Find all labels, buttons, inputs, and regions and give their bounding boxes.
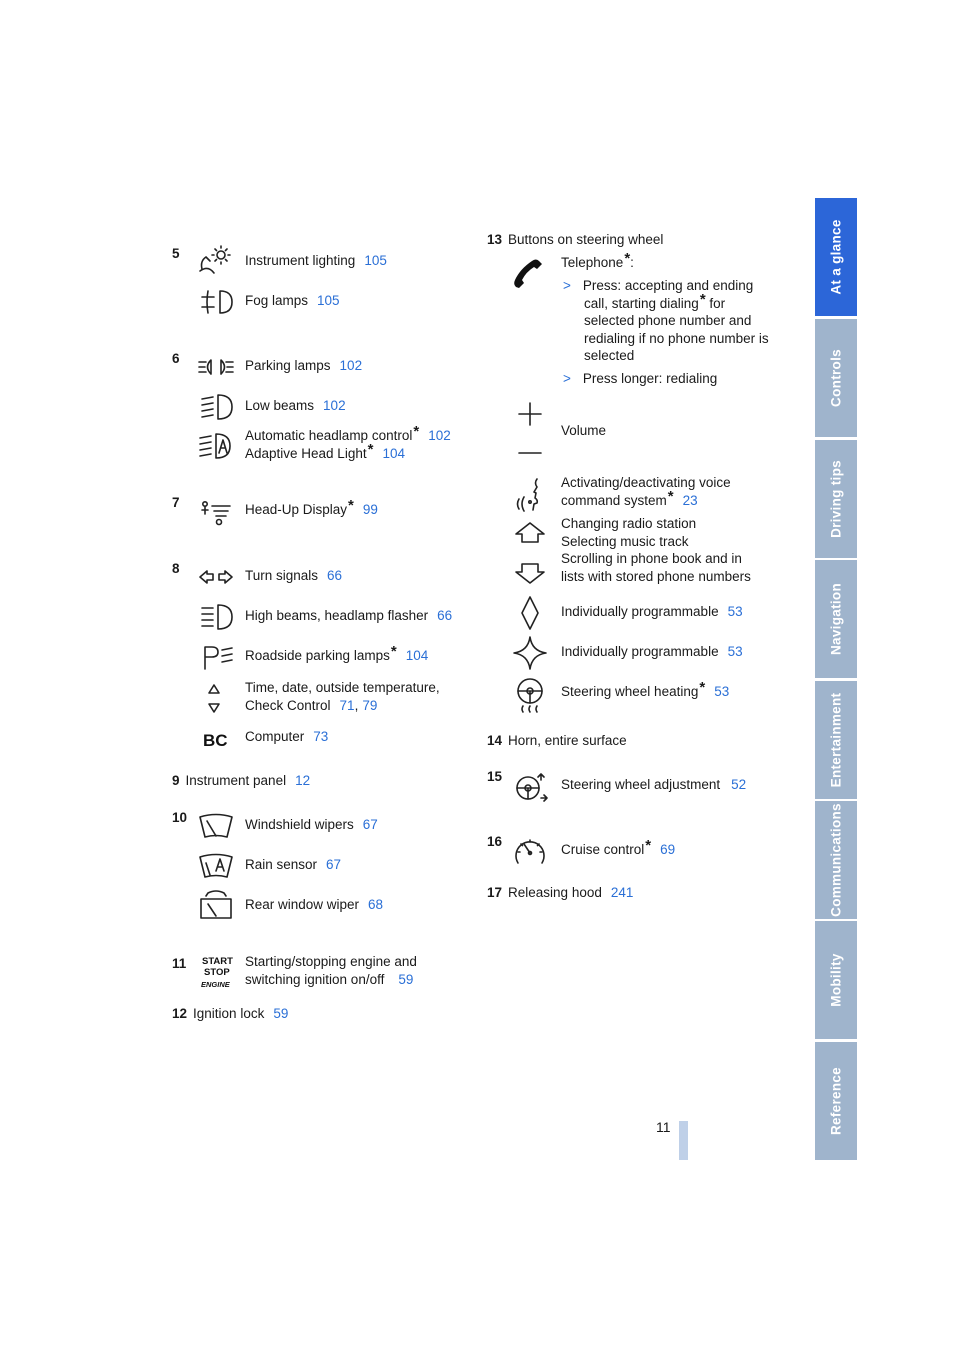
rain-sensor-entry	[245, 856, 341, 874]
individually-programmable-1-entry	[561, 603, 743, 621]
item-number-8: 8	[172, 561, 180, 576]
cruise-control-icon	[510, 835, 550, 869]
engine-icon-text: ENGINE	[201, 980, 230, 989]
ignition-lock-page-link[interactable]: 59	[273, 1006, 289, 1021]
steering-wheel-heating-icon	[510, 676, 550, 714]
optional-asterisk: *	[667, 487, 674, 505]
tab-label: Entertainment	[828, 692, 844, 788]
telephone-label: Telephone	[561, 255, 624, 270]
telephone-bullet-1-line1: Press: accepting and ending	[582, 278, 754, 293]
telephone-bullet-1-line3: selected phone number and	[584, 313, 752, 328]
optional-asterisk: *	[645, 837, 652, 854]
windshield-wipers-label: Windshield wipers	[245, 817, 354, 832]
telephone-bullet-1-line5: selected	[584, 348, 635, 363]
tab-mobility[interactable]	[815, 921, 857, 1039]
music-track-label: Selecting music track	[561, 533, 689, 549]
turn-signals-label: Turn signals	[245, 568, 319, 583]
tab-reference[interactable]	[815, 1042, 857, 1160]
tab-label: Reference	[828, 1067, 844, 1135]
voice-command-label-line2: command system	[561, 492, 667, 508]
optional-asterisk: *	[699, 679, 706, 696]
radio-station-label: Changing radio station	[561, 516, 697, 531]
item-number-16: 16	[487, 834, 503, 849]
start-stop-engine-icon	[196, 953, 236, 993]
individually-programmable-2-entry	[561, 643, 743, 661]
horn-entry	[487, 732, 627, 750]
voice-command-entry	[561, 474, 731, 509]
individually-programmable-1-label: Individually programmable	[561, 604, 719, 619]
steering-wheel-adjustment-page-link[interactable]: 52	[731, 777, 747, 792]
computer-page-link[interactable]: 73	[313, 729, 329, 744]
head-up-display-page-link[interactable]: 99	[362, 502, 378, 517]
releasing-hood-entry	[487, 884, 633, 902]
individually-programmable-2-page-link[interactable]: 53	[727, 644, 743, 659]
radio-track-entry	[561, 515, 751, 585]
cruise-control-page-link[interactable]: 69	[660, 842, 676, 857]
adaptive-head-light-page-link[interactable]: 104	[382, 445, 405, 461]
computer-label: Computer	[245, 729, 305, 744]
cruise-control-entry	[561, 837, 676, 859]
head-up-display-icon	[196, 494, 236, 528]
instrument-panel-page-link[interactable]: 12	[295, 773, 311, 788]
steering-wheel-buttons-label: Buttons on steering wheel	[508, 232, 664, 247]
rear-window-wiper-label: Rear window wiper	[245, 897, 360, 912]
telephone-bullet-1-line2b: for	[705, 295, 726, 311]
instrument-panel-label: Instrument panel	[185, 773, 287, 788]
optional-asterisk: *	[367, 440, 374, 458]
volume-plus-minus-icon	[510, 398, 550, 464]
parking-lamps-page-link[interactable]: 102	[339, 358, 363, 373]
up-down-arrow-buttons-icon	[510, 518, 550, 588]
tab-label: Communications	[828, 803, 844, 917]
high-beams-label: High beams, headlamp flasher	[245, 608, 429, 623]
bc-icon-text: BC	[203, 731, 228, 750]
automatic-headlamp-label: Automatic headlamp control	[245, 428, 413, 443]
tab-communications[interactable]	[815, 801, 857, 919]
ref-separator: ,	[354, 697, 359, 713]
stop-icon-text: STOP	[204, 967, 230, 978]
rain-sensor-icon	[196, 849, 236, 883]
tab-label: Mobility	[828, 953, 844, 1007]
item-number-9: 9	[172, 773, 180, 788]
bullet-marker: >	[563, 371, 571, 386]
star-button-icon	[510, 636, 550, 670]
time-date-label-line1: Time, date, outside temperature,	[245, 680, 440, 695]
windshield-wipers-icon	[196, 809, 236, 843]
high-beams-icon	[196, 600, 236, 634]
steering-wheel-buttons-heading	[487, 231, 663, 249]
item-number-10: 10	[172, 810, 188, 825]
ignition-lock-label: Ignition lock	[193, 1006, 265, 1021]
fog-lamps-icon	[196, 285, 236, 319]
computer-bc-icon	[196, 722, 236, 756]
item-number-17: 17	[487, 885, 503, 900]
telephone-bullet-1	[563, 277, 769, 365]
phone-book-label-line1: Scrolling in phone book and in	[561, 551, 742, 566]
start-stop-label-line1: Starting/stopping engine and	[245, 954, 417, 969]
rain-sensor-label: Rain sensor	[245, 857, 318, 872]
steering-wheel-adjustment-entry	[561, 776, 746, 794]
tab-label: Controls	[828, 349, 844, 407]
rear-window-wiper-entry	[245, 896, 383, 914]
roadside-parking-lamps-icon	[196, 641, 236, 675]
tab-entertainment[interactable]	[815, 681, 857, 799]
instrument-panel-entry	[172, 772, 310, 790]
start-icon-text: START	[202, 956, 233, 967]
tab-controls[interactable]	[815, 319, 857, 437]
computer-entry	[245, 728, 328, 746]
telephone-bullet-1-line2: call, starting dialing	[584, 295, 699, 311]
head-up-display-entry	[245, 497, 378, 519]
turn-signals-icon	[196, 560, 236, 594]
releasing-hood-page-link[interactable]: 241	[610, 885, 634, 900]
fog-lamps-page-link[interactable]: 105	[317, 293, 340, 308]
rear-window-wiper-icon	[196, 889, 236, 923]
up-down-arrows-icon	[196, 680, 236, 716]
bullet-marker: >	[563, 278, 571, 293]
voice-command-page-link[interactable]: 23	[682, 492, 698, 508]
telephone-bullet-2	[563, 370, 717, 388]
low-beams-page-link[interactable]: 102	[323, 398, 346, 413]
windshield-wipers-entry	[245, 816, 378, 834]
instrument-lighting-page-link[interactable]: 105	[364, 253, 387, 268]
ignition-lock-entry	[172, 1005, 288, 1023]
instrument-lighting-entry	[245, 252, 387, 270]
optional-asterisk: *	[413, 423, 420, 440]
tab-label: Driving tips	[828, 460, 844, 538]
fog-lamps-label: Fog lamps	[245, 293, 309, 308]
item-number-6: 6	[172, 351, 180, 366]
diamond-button-icon	[510, 596, 550, 630]
individually-programmable-2-label: Individually programmable	[561, 644, 719, 659]
turn-signals-page-link[interactable]: 66	[327, 568, 343, 583]
tab-label: At a glance	[828, 219, 844, 295]
time-date-label-line2: Check Control	[245, 697, 331, 713]
roadside-parking-lamps-entry	[245, 643, 429, 665]
check-control-page-link-2[interactable]: 79	[362, 697, 378, 713]
optional-asterisk: *	[699, 290, 706, 308]
optional-asterisk: *	[348, 497, 354, 514]
steering-wheel-adjustment-label: Steering wheel adjustment	[561, 777, 721, 792]
check-control-page-link-1[interactable]: 71	[339, 697, 355, 713]
telephone-colon: :	[630, 255, 634, 270]
steering-wheel-heating-page-link[interactable]: 53	[714, 684, 730, 699]
adaptive-head-light-label: Adaptive Head Light	[245, 445, 367, 461]
high-beams-page-link[interactable]: 66	[437, 608, 453, 623]
chapter-sidebar	[815, 198, 857, 1160]
voice-command-label-line1: Activating/deactivating voice	[561, 475, 731, 490]
item-number-5: 5	[172, 246, 180, 261]
parking-lamps-entry	[245, 357, 362, 375]
telephone-bullet-1-line4: redialing if no phone number is	[584, 330, 769, 346]
start-stop-entry	[245, 953, 417, 988]
phone-book-label-line2: lists with stored phone numbers	[561, 568, 751, 584]
item-number-13: 13	[487, 232, 503, 247]
individually-programmable-1-page-link[interactable]: 53	[727, 604, 743, 619]
item-number-7: 7	[172, 495, 180, 510]
rear-window-wiper-page-link[interactable]: 68	[368, 897, 384, 912]
item-number-15: 15	[487, 769, 503, 784]
roadside-parking-lamps-label: Roadside parking lamps	[245, 648, 390, 663]
low-beams-icon	[196, 390, 236, 424]
automatic-headlamp-icon	[196, 429, 236, 463]
horn-label: Horn, entire surface	[508, 733, 627, 748]
rain-sensor-page-link[interactable]: 67	[326, 857, 342, 872]
steering-wheel-heating-label: Steering wheel heating	[561, 684, 699, 699]
start-stop-page-link[interactable]: 59	[398, 971, 414, 987]
instrument-lighting-label: Instrument lighting	[245, 253, 356, 268]
start-stop-label-line2: switching ignition on/off	[245, 971, 385, 987]
volume-label: Volume	[561, 423, 607, 438]
optional-asterisk: *	[624, 250, 631, 267]
tab-label: Navigation	[828, 582, 844, 656]
tab-navigation[interactable]	[815, 560, 857, 678]
releasing-hood-label: Releasing hood	[508, 885, 602, 900]
item-number-11: 11	[172, 956, 187, 971]
telephone-bullet-2-text: Press longer: redialing	[582, 371, 718, 386]
parking-lamps-icon	[196, 350, 236, 384]
item-number-12: 12	[172, 1006, 188, 1021]
high-beams-entry	[245, 607, 452, 625]
fog-lamps-entry	[245, 292, 340, 310]
steering-wheel-heating-entry	[561, 679, 730, 701]
voice-command-icon	[510, 475, 550, 513]
page-number-bar	[679, 1121, 688, 1160]
head-up-display-label: Head-Up Display	[245, 502, 348, 517]
automatic-headlamp-page-link[interactable]: 102	[428, 428, 451, 443]
windshield-wipers-page-link[interactable]: 67	[362, 817, 378, 832]
telephone-icon	[510, 255, 550, 293]
page-number: 11	[656, 1119, 671, 1135]
low-beams-label: Low beams	[245, 398, 315, 413]
steering-wheel-adjustment-icon	[510, 768, 550, 804]
optional-asterisk: *	[390, 643, 397, 660]
tab-at-a-glance[interactable]	[815, 198, 857, 316]
automatic-headlamp-entry	[245, 423, 451, 462]
roadside-parking-lamps-page-link[interactable]: 104	[405, 648, 429, 663]
telephone-entry	[561, 250, 634, 272]
item-number-14: 14	[487, 733, 503, 748]
low-beams-entry	[245, 397, 346, 415]
instrument-lighting-icon	[196, 243, 236, 277]
cruise-control-label: Cruise control	[561, 842, 645, 857]
parking-lamps-label: Parking lamps	[245, 358, 331, 373]
time-date-entry	[245, 679, 440, 714]
tab-driving-tips[interactable]	[815, 440, 857, 558]
turn-signals-entry	[245, 567, 342, 585]
